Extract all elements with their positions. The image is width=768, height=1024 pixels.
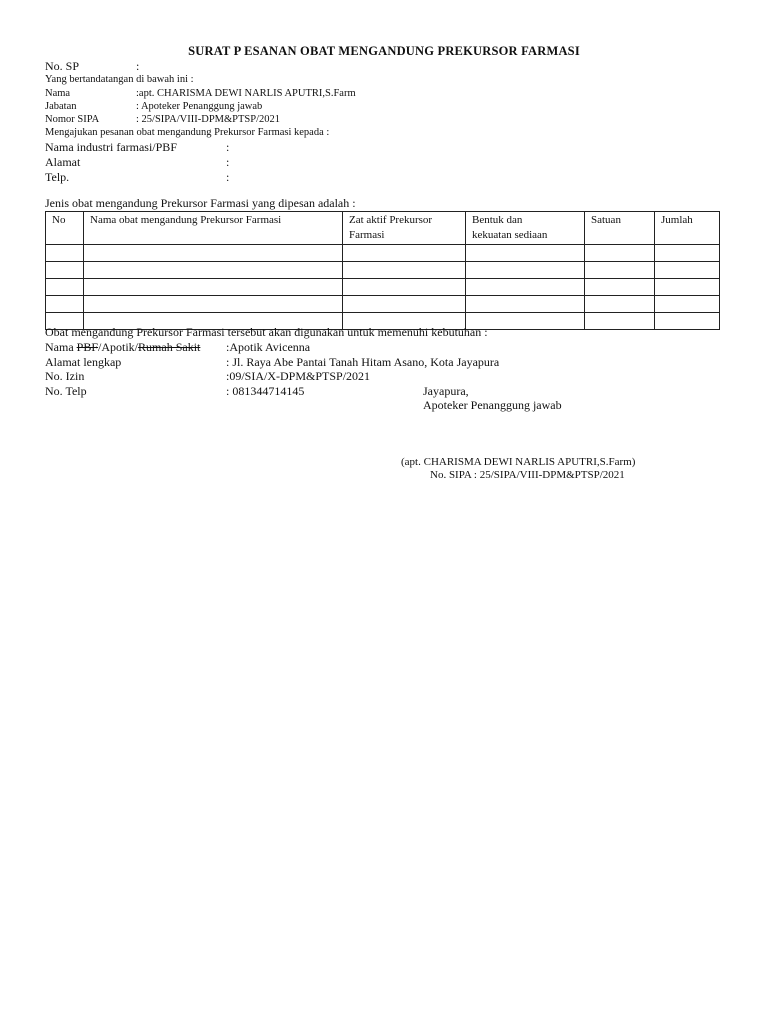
table-cell bbox=[655, 262, 720, 279]
usage-izin-value: :09/SIA/X-DPM&PTSP/2021 bbox=[226, 369, 371, 383]
col-nama-header: Nama obat mengandung Prekursor Farmasi bbox=[84, 212, 343, 245]
table-cell bbox=[46, 245, 84, 262]
table-cell bbox=[466, 262, 585, 279]
usage-alamat-label: Alamat lengkap bbox=[45, 355, 122, 369]
table-cell bbox=[343, 262, 466, 279]
no-sp-label: No. SP bbox=[45, 59, 80, 73]
col-bentuk-header: Bentuk dan kekuatan sediaan bbox=[466, 212, 585, 245]
table-header-row bbox=[46, 212, 720, 245]
table-row bbox=[46, 296, 720, 313]
signature-name: (apt. CHARISMA DEWI NARLIS APUTRI,S.Farm) bbox=[401, 456, 636, 468]
nomor-sipa-value: : 25/SIPA/VIII-DPM&PTSP/2021 bbox=[136, 114, 281, 125]
table-cell bbox=[466, 296, 585, 313]
usage-izin-label: No. Izin bbox=[45, 369, 85, 383]
nama-value: :apt. CHARISMA DEWI NARLIS APUTRI,S.Farm bbox=[136, 88, 356, 99]
table-cell bbox=[585, 262, 655, 279]
nomor-sipa-label: Nomor SIPA bbox=[45, 114, 100, 125]
usage-nama-value: :Apotik Avicenna bbox=[226, 340, 311, 354]
table-cell bbox=[46, 279, 84, 296]
intro-text: Yang bertandatangan di bawah ini : bbox=[45, 74, 194, 85]
signature-place: Jayapura, bbox=[423, 384, 469, 398]
industri-label: Nama industri farmasi/PBF bbox=[45, 140, 177, 154]
table-row bbox=[46, 262, 720, 279]
alamat-label: Alamat bbox=[45, 155, 81, 169]
telp-separator: : bbox=[226, 170, 230, 184]
table-cell bbox=[466, 245, 585, 262]
table-cell bbox=[343, 296, 466, 313]
table-cell bbox=[466, 279, 585, 296]
no-sp-separator: : bbox=[136, 59, 140, 73]
usage-nama-label: Nama PBF/Apotik/Rumah Sakit bbox=[45, 340, 201, 354]
table-cell bbox=[343, 245, 466, 262]
jabatan-value: : Apoteker Penanggung jawab bbox=[136, 101, 263, 112]
table-intro: Jenis obat mengandung Prekursor Farmasi yang dipesan adalah : bbox=[45, 196, 356, 210]
table-row bbox=[46, 245, 720, 262]
table-cell bbox=[84, 279, 343, 296]
pengajuan-text: Mengajukan pesanan obat mengandung Prekursor Farmasi kepada : bbox=[45, 127, 330, 138]
document-title: SURAT P ESANAN OBAT MENGANDUNG PREKURSOR FARMASI bbox=[188, 44, 580, 58]
table-cell bbox=[655, 279, 720, 296]
table-cell bbox=[585, 279, 655, 296]
table-cell bbox=[84, 245, 343, 262]
signature-sipa: No. SIPA : 25/SIPA/VIII-DPM&PTSP/2021 bbox=[430, 469, 625, 481]
table-cell bbox=[655, 245, 720, 262]
order-table bbox=[45, 211, 720, 330]
industri-separator: : bbox=[226, 140, 230, 154]
table-cell bbox=[343, 279, 466, 296]
col-zat-header: Zat aktif Prekursor Farmasi bbox=[343, 212, 466, 245]
jabatan-label: Jabatan bbox=[45, 101, 77, 112]
table-cell bbox=[585, 245, 655, 262]
col-no-header: No bbox=[46, 212, 84, 245]
nama-label: Nama bbox=[45, 88, 71, 99]
signature-role: Apoteker Penanggung jawab bbox=[423, 398, 562, 412]
col-jumlah-header: Jumlah bbox=[655, 212, 720, 245]
table-cell bbox=[655, 313, 720, 330]
table-cell bbox=[84, 296, 343, 313]
telp-label: Telp. bbox=[45, 170, 70, 184]
usage-telp-label: No. Telp bbox=[45, 384, 87, 398]
table-cell bbox=[655, 296, 720, 313]
usage-intro: Obat mengandung Prekursor Farmasi tersebut akan digunakan untuk memenuhi kebutuhan : bbox=[45, 325, 488, 339]
table-cell bbox=[84, 262, 343, 279]
table-cell bbox=[46, 262, 84, 279]
table-cell bbox=[585, 296, 655, 313]
alamat-separator: : bbox=[226, 155, 230, 169]
table-cell bbox=[46, 296, 84, 313]
table-row bbox=[46, 279, 720, 296]
table-cell bbox=[585, 313, 655, 330]
usage-telp-value: : 081344714145 bbox=[226, 384, 305, 398]
col-satuan-header: Satuan bbox=[585, 212, 655, 245]
usage-alamat-value: : Jl. Raya Abe Pantai Tanah Hitam Asano, Kota Jayapura bbox=[226, 355, 500, 369]
